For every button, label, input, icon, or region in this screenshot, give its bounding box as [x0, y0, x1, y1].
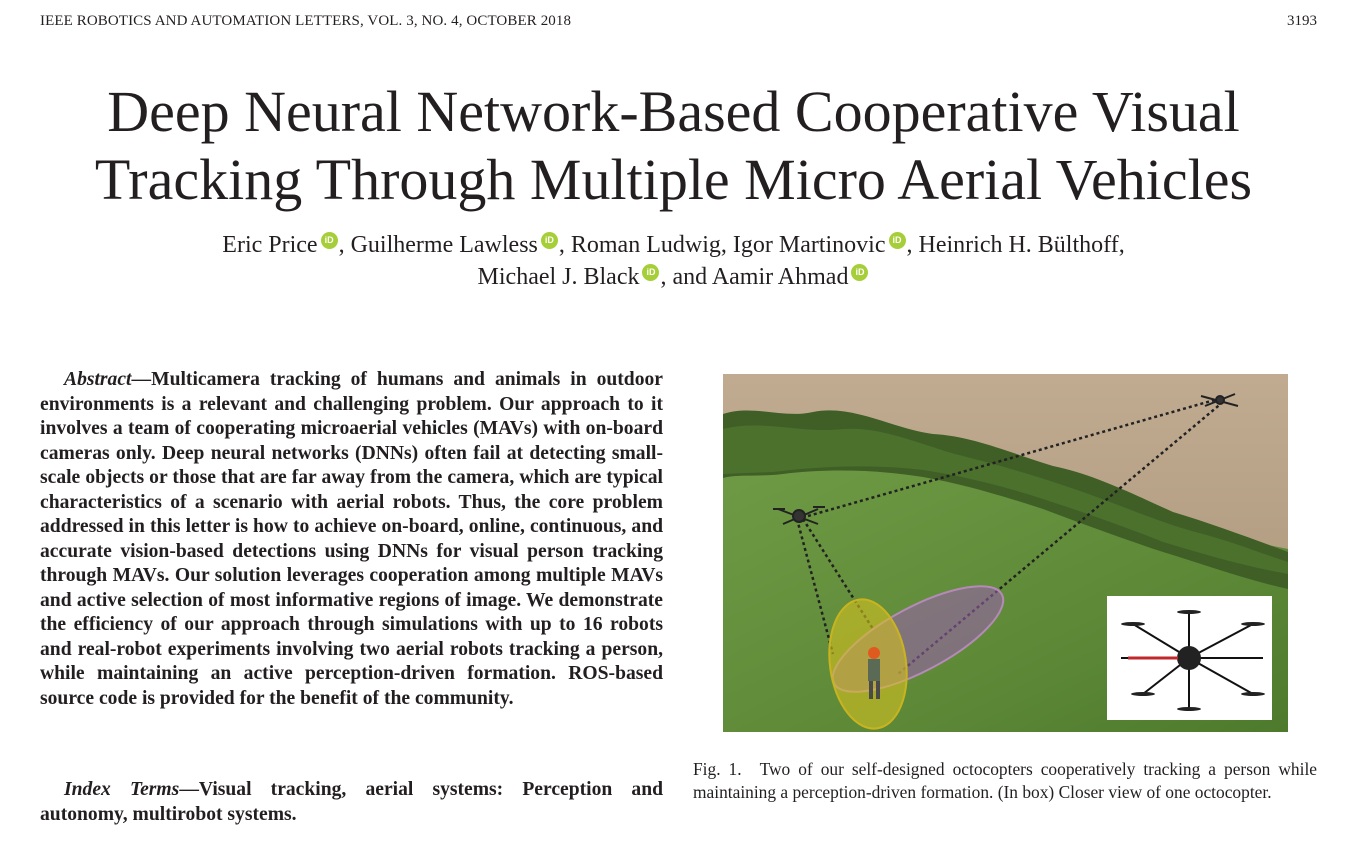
octocopter-tracking-photo	[723, 374, 1288, 732]
index-terms	[40, 778, 663, 827]
figure-caption	[693, 758, 1317, 803]
author-line-2	[0, 261, 1347, 293]
title-line-2: Tracking Through Multiple Micro Aerial Vehicles	[94, 147, 1253, 212]
orcid-icon[interactable]: iD	[889, 232, 906, 249]
abstract-label: Abstract	[64, 369, 132, 390]
caption-label: Fig. 1.	[693, 759, 742, 779]
orcid-icon[interactable]: iD	[642, 264, 659, 281]
running-header: IEEE ROBOTICS AND AUTOMATION LETTERS, VOL. 3, NO. 4, OCTOBER 2018	[40, 13, 572, 29]
orcid-icon[interactable]: iD	[541, 232, 558, 249]
figure-photo	[723, 374, 1288, 732]
page-number: 3193	[1287, 13, 1317, 29]
inset-octocopter-closeup	[1107, 596, 1272, 720]
index-terms-text: —Visual tracking, aerial systems: Perception and autonomy, multirobot systems.	[40, 779, 664, 825]
caption-text: Two of our self-designed octocopters cooperatively tracking a person while maintaining a perception-driven formation. (In box) Closer view of one octocopter.	[693, 759, 1317, 802]
orcid-icon[interactable]: iD	[851, 264, 868, 281]
author-text: , and Aamir Ahmad	[660, 264, 849, 290]
author-list	[0, 229, 1347, 293]
author-text: , Guilherme Lawless	[338, 232, 538, 258]
author-text: Eric Price	[222, 232, 318, 258]
orcid-icon[interactable]: iD	[321, 232, 338, 249]
author-text: , Roman Ludwig, Igor Martinovic	[558, 232, 886, 258]
title-line-1: Deep Neural Network-Based Cooperative Visual	[107, 79, 1240, 144]
paper-title	[0, 78, 1347, 214]
author-text: Michael J. Black	[477, 264, 640, 290]
abstract-text: —Multicamera tracking of humans and animals in outdoor environments is a relevant and challenging problem. Our approach to it involves a team of cooperating microaerial vehicles (MAVs) with on-board cameras only. Deep neural networks (DNNs) often fail at detecting small-scale objects or those that are far away from the camera, which are typical characteristics of a scenario with aerial robots. Thus, the core problem addressed in this letter is how to achieve on-board, online, continuous, and accurate vision-based detections using DNNs for visual person tracking through MAVs. Our solution leverages cooperation among multiple MAVs and active selection of most informative regions of image. We demonstrate the efficiency of our approach through simulations with up to 16 robots and real-robot experiments involving two aerial robots tracking a person, while maintaining an active perception-driven formation. ROS-based source code is provided for the benefit of the community.	[40, 369, 663, 709]
index-terms-label: Index Terms	[64, 779, 180, 800]
author-line-1	[0, 229, 1347, 261]
abstract	[40, 368, 663, 711]
author-text: , Heinrich H. Bülthoff,	[906, 232, 1125, 258]
